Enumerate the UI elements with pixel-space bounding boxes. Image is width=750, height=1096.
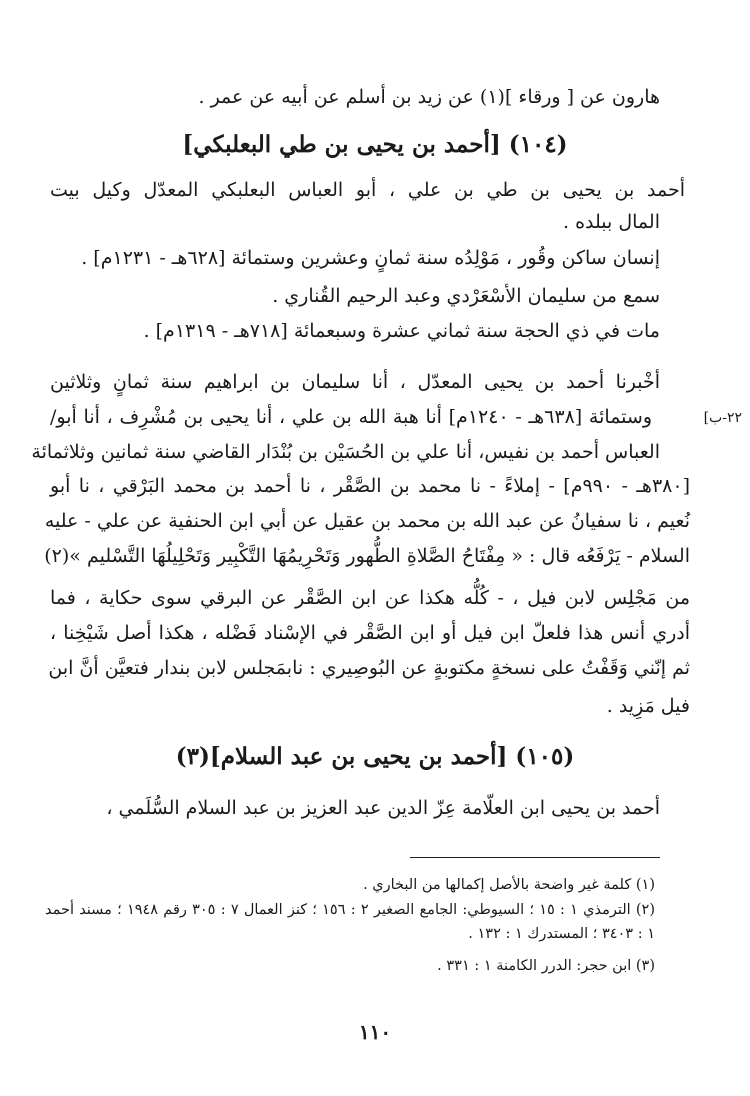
page-number: ١١٠ bbox=[358, 1020, 392, 1044]
text-line: المال ببلده . bbox=[562, 211, 660, 233]
text-line: نُعيم ، نا سفيانُ عن عبد الله بن محمد بن عقيل عن أبي ابن الحنفية عن علي - عليه bbox=[44, 510, 690, 532]
text-line: سمع من سليمان الأسْعَرْدي وعبد الرحيم القُناري . bbox=[272, 285, 660, 307]
text-line: إنسان ساكن وقُور ، مَوْلِدُه سنة ثمانٍ وعشرين وستمائة [٦٢٨هـ - ١٢٣١م] . bbox=[81, 247, 660, 269]
text-line: ثم إنّني وَقَفْتُ على نسخةٍ مكتوبةٍ عن البُوصِيري : نابمَجلس لابن بندار فتعيَّن أنَّ ابن bbox=[48, 657, 690, 679]
footnote-separator bbox=[410, 857, 660, 858]
footnote: ١ : ٣٤٠٣ ؛ المستدرك ١ : ١٣٢ . bbox=[468, 926, 655, 942]
entry-heading-104: (١٠٤) [أحمد بن يحيى بن طي البعلبكي] bbox=[182, 131, 568, 158]
text-line: فيل مَزِيد . bbox=[606, 695, 690, 717]
footnote: (١) كلمة غير واضحة بالأصل إكمالها من البخاري . bbox=[363, 877, 655, 893]
text-line: أدري أنس هذا فلعلّ ابن فيل أو ابن الصَّقْر في الإسْناد فَضْله ، هكذا أصل شَيْخِنا ، bbox=[50, 622, 690, 644]
margin-note: [٢٢-ب bbox=[703, 410, 742, 426]
footnote: (٣) ابن حجر: الدرر الكامنة ١ : ٣٣١ . bbox=[437, 958, 655, 974]
text-line: هارون عن [ ورقاء ](١) عن زيد بن أسلم عن أبيه عن عمر . bbox=[198, 86, 660, 108]
footnote: (٢) الترمذي ١ : ١٥ ؛ السيوطي: الجامع الصغير ٢ : ١٥٦ ؛ كنز العمال ٧ : ٣٠٥ رقم ١٩٤٨ ؛ مسند أحمد bbox=[45, 902, 655, 918]
entry-heading-105: (١٠٥) [أحمد بن يحيى بن عبد السلام](٣) bbox=[175, 743, 575, 770]
text-line: [٣٨٠هـ - ٩٩٠م] - إملاءً - نا محمد بن الصَّقْر ، نا أحمد بن محمد البَرْقي ، نا أبو bbox=[50, 475, 690, 497]
text-line: السلام - يَرْفَعُه قال : « مِفْتَاحُ الصَّلاةِ الطُّهور وَتَحْرِيمُهَا التَّكْبِير وَتَحْلِيلُهَا التَّسْليم »(٢) bbox=[44, 545, 690, 567]
text-line: أحمد بن يحيى بن طي بن علي ، أبو العباس البعلبكي المعدّل وكيل بيت bbox=[50, 179, 685, 201]
text-line: مات في ذي الحجة سنة ثماني عشرة وسبعمائة [٧١٨هـ - ١٣١٩م] . bbox=[143, 320, 660, 342]
text-line: من مَجْلِس لابن فيل ، - كُلُّه هكذا عن ابن الصَّقْر عن البرقي سوى حكاية ، فما bbox=[50, 587, 690, 609]
text-line: العباس أحمد بن نفيس، أنا علي بن الحُسَيْن بن بُنْدَار القاضي سنة ثمانين وثلاثمائة bbox=[31, 441, 660, 463]
text-line: أحمد بن يحيى ابن العلّامة عِزّ الدين عبد العزيز بن عبد السلام السُّلَمي ، bbox=[106, 797, 660, 819]
text-line: أخْبرنا أحمد بن يحيى المعدّل ، أنا سليمان بن ابراهيم سنة ثمانٍ وثلاثين bbox=[50, 371, 660, 393]
text-line: وستمائة [٦٣٨هـ - ١٢٤٠م] أنا هبة الله بن علي ، أنا يحيى بن مُشْرِف ، أنا أبو/ bbox=[50, 406, 653, 428]
